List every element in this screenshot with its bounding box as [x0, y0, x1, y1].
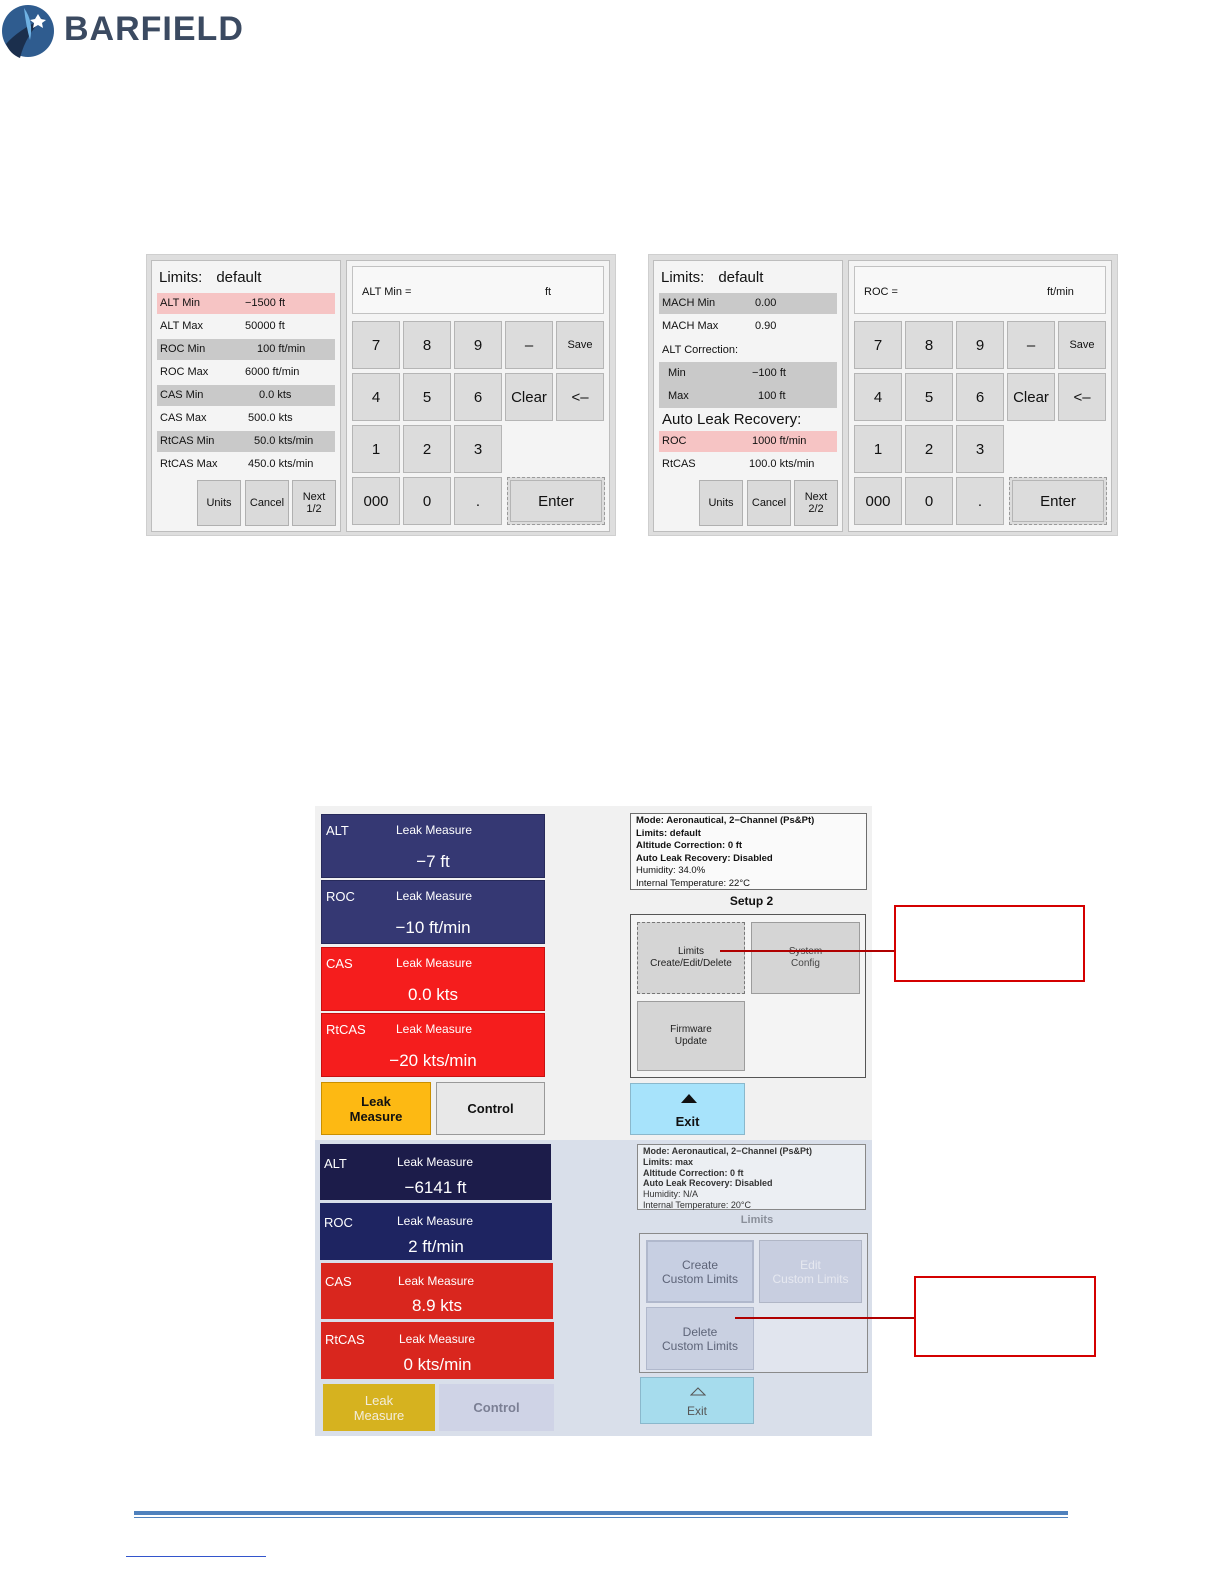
- limit-row-alr-roc[interactable]: [659, 431, 837, 452]
- key-8[interactable]: 8: [403, 321, 451, 369]
- key-5[interactable]: 5: [905, 373, 953, 421]
- limit-row-mach-max[interactable]: [659, 316, 837, 337]
- limit-row-rtcas-min[interactable]: [157, 431, 335, 452]
- key-6[interactable]: 6: [454, 373, 502, 421]
- tile-value: 8.9 kts: [411, 1296, 463, 1315]
- limits-title: Limits: [740, 1214, 774, 1226]
- key-7[interactable]: 7: [352, 321, 400, 369]
- logo-wordmark: BARFIELD: [64, 10, 244, 48]
- tile-value: −20 kts/min: [389, 1051, 477, 1070]
- next-page-button[interactable]: Next 2/2: [794, 480, 838, 526]
- key-dot[interactable]: .: [956, 477, 1004, 525]
- setup-title: Setup 2: [729, 894, 774, 908]
- limit-label: Min: [668, 367, 686, 379]
- limit-label: MACH Max: [662, 320, 719, 332]
- units-button[interactable]: Units: [699, 480, 743, 526]
- limit-label: RtCAS Max: [160, 458, 218, 470]
- limit-label: RtCAS Min: [160, 435, 215, 447]
- rtcas-tile[interactable]: [321, 1322, 554, 1379]
- limit-label: ALT Min: [160, 297, 200, 309]
- tile-mode: Leak Measure: [396, 956, 473, 970]
- limit-row-rtcas-max[interactable]: [157, 454, 335, 475]
- callout-leader-line-2: [735, 1317, 916, 1319]
- up-triangle-icon: [681, 1094, 697, 1103]
- tile-label: RtCAS: [325, 1332, 365, 1347]
- limits-list: [653, 260, 843, 532]
- tile-mode: Leak Measure: [396, 1022, 473, 1036]
- limit-value: 100.0 kts/min: [749, 458, 815, 470]
- info-mode: Mode: Aeronautical, 2−Channel (Ps&Pt): [636, 815, 815, 826]
- key-dot[interactable]: .: [454, 477, 502, 525]
- tile-value: 0 kts/min: [403, 1355, 472, 1374]
- tile-mode: Leak Measure: [398, 1274, 475, 1288]
- limit-row-alt-max[interactable]: [157, 316, 335, 337]
- tile-mode: Leak Measure: [396, 889, 473, 903]
- barfield-logo-mark-icon: [0, 0, 60, 62]
- key-2[interactable]: 2: [403, 425, 451, 473]
- key-minus[interactable]: –: [505, 321, 553, 369]
- info-temperature: Internal Temperature: 22°C: [636, 877, 750, 889]
- limit-row-alt-min[interactable]: [157, 293, 335, 314]
- limit-row-roc-min[interactable]: [157, 339, 335, 360]
- entry-label: ALT Min =: [362, 286, 412, 298]
- tile-value: 0.0 kts: [407, 985, 459, 1004]
- limit-value: −1500 ft: [245, 297, 286, 309]
- tile-label: ROC: [324, 1215, 353, 1230]
- limits-profile-name: default: [718, 269, 764, 286]
- status-info-box: [637, 1144, 866, 1210]
- clear-button[interactable]: Clear: [505, 373, 553, 421]
- exit-button[interactable]: [630, 1083, 745, 1135]
- rtcas-tile[interactable]: [321, 1013, 545, 1077]
- delete-custom-limits-button[interactable]: Delete Custom Limits: [646, 1307, 754, 1370]
- info-altitude-correction: Altitude Correction: 0 ft: [643, 1167, 744, 1178]
- exit-label: Exit: [675, 1114, 700, 1129]
- limit-value: 1000 ft/min: [752, 435, 807, 447]
- info-mode: Mode: Aeronautical, 2−Channel (Ps&Pt): [643, 1146, 812, 1156]
- alt-tile[interactable]: [320, 1144, 551, 1200]
- keypad-area: [346, 260, 610, 532]
- leak-measure-button[interactable]: Leak Measure: [321, 1082, 431, 1135]
- tile-mode: Leak Measure: [397, 1214, 474, 1228]
- leak-measure-button[interactable]: Leak Measure: [323, 1384, 435, 1431]
- up-triangle-icon: [690, 1387, 706, 1396]
- limit-value: 6000 ft/min: [245, 366, 300, 378]
- key-0[interactable]: 0: [403, 477, 451, 525]
- limits-list: [151, 260, 341, 532]
- clear-button[interactable]: Clear: [1007, 373, 1055, 421]
- alt-tile[interactable]: [321, 814, 545, 878]
- limit-value: −100 ft: [752, 367, 786, 379]
- limits-panel-page-2: [648, 254, 1118, 536]
- entry-display: [352, 266, 604, 314]
- limit-label: ALT Max: [160, 320, 203, 332]
- edit-custom-limits-button[interactable]: Edit Custom Limits: [759, 1240, 862, 1303]
- status-info-box: [630, 813, 867, 890]
- roc-tile[interactable]: [321, 880, 545, 944]
- key-1[interactable]: 1: [352, 425, 400, 473]
- key-3[interactable]: 3: [454, 425, 502, 473]
- tile-label: RtCAS: [326, 1022, 366, 1037]
- limits-title: [661, 269, 763, 286]
- limit-value: 0.00: [755, 297, 777, 309]
- key-9[interactable]: 9: [454, 321, 502, 369]
- create-custom-limits-button[interactable]: Create Custom Limits: [646, 1240, 754, 1303]
- key-000[interactable]: 000: [352, 477, 400, 525]
- backspace-button[interactable]: <–: [556, 373, 604, 421]
- limits-title: [159, 269, 261, 286]
- cas-tile[interactable]: [321, 1263, 553, 1319]
- limit-label: CAS Max: [160, 412, 207, 424]
- key-7[interactable]: 7: [854, 321, 902, 369]
- cancel-button[interactable]: Cancel: [747, 480, 791, 526]
- entry-unit: ft/min: [1047, 286, 1074, 298]
- tile-label: CAS: [326, 956, 353, 971]
- info-humidity: Humidity: 34.0%: [636, 865, 706, 876]
- limit-row-mach-min[interactable]: [659, 293, 837, 314]
- firmware-update-button[interactable]: Firmware Update: [637, 1001, 745, 1071]
- limit-value: 0.0 kts: [259, 389, 292, 401]
- control-button[interactable]: Control: [436, 1082, 545, 1135]
- setup-2-screen: [315, 806, 872, 1140]
- limits-panel-page-1: [146, 254, 616, 536]
- key-1[interactable]: 1: [854, 425, 902, 473]
- limit-row-altcorr-max[interactable]: [659, 386, 837, 407]
- limit-value: 500.0 kts: [248, 412, 293, 424]
- key-9[interactable]: 9: [956, 321, 1004, 369]
- save-button[interactable]: Save: [1058, 321, 1106, 369]
- key-6[interactable]: 6: [956, 373, 1004, 421]
- enter-button[interactable]: Enter: [1009, 477, 1107, 525]
- key-0[interactable]: 0: [905, 477, 953, 525]
- limits-profile-name: default: [216, 269, 262, 286]
- roc-tile[interactable]: [320, 1203, 552, 1260]
- limit-value: 450.0 kts/min: [248, 458, 314, 470]
- info-limits: Limits: default: [636, 827, 701, 839]
- entry-unit: ft: [545, 286, 552, 298]
- footer-rule: [134, 1511, 1068, 1515]
- info-auto-leak-recovery: Auto Leak Recovery: Disabled: [643, 1178, 773, 1189]
- limit-label: ROC: [662, 435, 687, 447]
- limit-row-roc-max[interactable]: [157, 362, 335, 383]
- key-minus[interactable]: –: [1007, 321, 1055, 369]
- limits-label: Limits:: [661, 269, 705, 286]
- info-limits: Limits: max: [643, 1156, 694, 1167]
- callout-box-1: [894, 905, 1085, 982]
- limit-label: CAS Min: [160, 389, 204, 401]
- callout-leader-line-1: [720, 950, 896, 952]
- limits-create-edit-delete-button[interactable]: Limits Create/Edit/Delete: [637, 922, 745, 994]
- limit-row-cas-max[interactable]: [157, 408, 335, 429]
- key-4[interactable]: 4: [854, 373, 902, 421]
- info-altitude-correction: Altitude Correction: 0 ft: [636, 840, 743, 851]
- tile-label: ALT: [326, 823, 349, 838]
- key-4[interactable]: 4: [352, 373, 400, 421]
- limit-row-cas-min[interactable]: [157, 385, 335, 406]
- setup-button-group: [630, 914, 866, 1078]
- next-page-button[interactable]: Next 1/2: [292, 480, 336, 526]
- limits-label: Limits:: [159, 269, 203, 286]
- tile-value: −6141 ft: [404, 1178, 467, 1197]
- limit-label: Max: [668, 390, 689, 402]
- tile-mode: Leak Measure: [397, 1155, 474, 1169]
- footer-link-underline[interactable]: [126, 1556, 266, 1557]
- cas-tile[interactable]: [321, 947, 545, 1011]
- entry-label: ROC =: [864, 286, 898, 298]
- tile-label: ALT: [324, 1156, 347, 1171]
- key-8[interactable]: 8: [905, 321, 953, 369]
- key-5[interactable]: 5: [403, 373, 451, 421]
- exit-label: Exit: [686, 1404, 707, 1418]
- exit-button[interactable]: [640, 1377, 754, 1424]
- tile-mode: Leak Measure: [396, 823, 473, 837]
- limit-row-altcorr-min[interactable]: [659, 363, 837, 384]
- key-2[interactable]: 2: [905, 425, 953, 473]
- limit-value: 50.0 kts/min: [254, 435, 314, 447]
- auto-leak-recovery-header: Auto Leak Recovery:: [662, 411, 802, 428]
- backspace-button[interactable]: <–: [1058, 373, 1106, 421]
- callout-box-2: [914, 1276, 1096, 1357]
- cancel-button[interactable]: Cancel: [245, 480, 289, 526]
- limit-label: MACH Min: [662, 297, 716, 309]
- tile-value: −10 ft/min: [395, 918, 471, 937]
- tile-value: −7 ft: [416, 852, 450, 871]
- limit-label: RtCAS: [662, 458, 696, 470]
- tile-label: CAS: [325, 1274, 352, 1289]
- info-humidity: Humidity: N/A: [643, 1189, 699, 1200]
- enter-button[interactable]: Enter: [507, 477, 605, 525]
- limit-value: 50000 ft: [245, 320, 285, 332]
- key-000[interactable]: 000: [854, 477, 902, 525]
- limits-screen: [315, 1140, 872, 1436]
- alt-correction-header: ALT Correction:: [662, 344, 739, 356]
- entry-display: [854, 266, 1106, 314]
- keypad-area: [848, 260, 1112, 532]
- limit-label: ROC Max: [160, 366, 209, 378]
- system-config-button[interactable]: Config: [751, 922, 860, 994]
- limit-value: 100 ft: [758, 390, 786, 402]
- units-button[interactable]: Units: [197, 480, 241, 526]
- info-temperature: Internal Temperature: 20°C: [643, 1199, 751, 1210]
- info-auto-leak-recovery: Auto Leak Recovery: Disabled: [636, 852, 773, 864]
- limit-label: ROC Min: [160, 343, 206, 355]
- tile-value: 2 ft/min: [408, 1237, 464, 1256]
- tile-mode: Leak Measure: [399, 1332, 476, 1346]
- limit-value: 100 ft/min: [257, 343, 306, 355]
- limits-button-group: [639, 1233, 868, 1373]
- tile-label: ROC: [326, 889, 355, 904]
- footer-rule-thin: [134, 1517, 1068, 1518]
- key-3[interactable]: 3: [956, 425, 1004, 473]
- limit-row-alr-rtcas[interactable]: [659, 454, 837, 475]
- limit-value: 0.90: [755, 320, 777, 332]
- barfield-logo: [0, 0, 280, 62]
- control-button[interactable]: Control: [439, 1384, 554, 1431]
- save-button[interactable]: Save: [556, 321, 604, 369]
